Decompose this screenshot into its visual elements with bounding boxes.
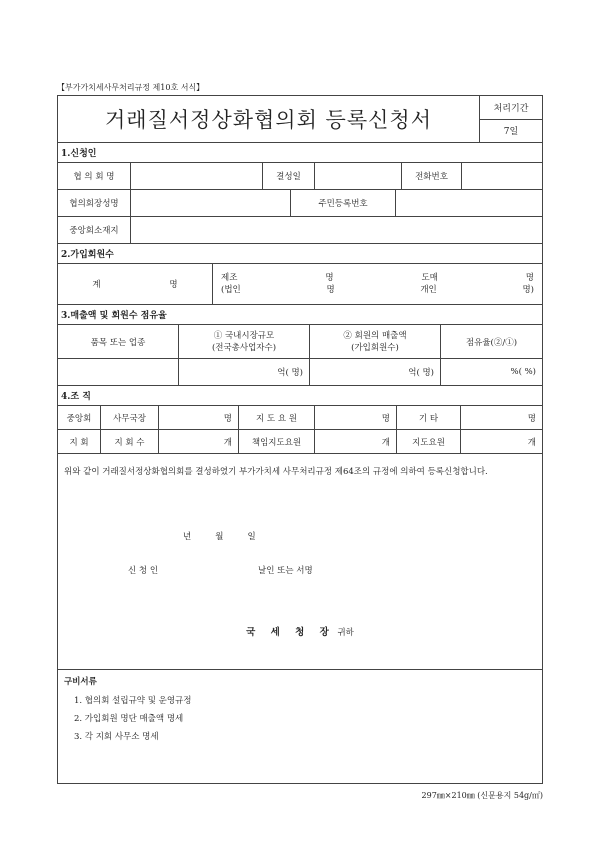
section3-header xyxy=(58,325,542,359)
title-row xyxy=(58,96,542,143)
responsible-field[interactable]: 개 xyxy=(315,430,397,453)
corporate-label: (법인 xyxy=(221,285,241,295)
section3-value-row xyxy=(58,359,542,386)
item-field[interactable] xyxy=(58,359,179,385)
processing-period-label: 처리기간 xyxy=(480,96,542,120)
label-established: 결성일 xyxy=(263,163,315,189)
day-label: 일 xyxy=(247,532,256,542)
guidance2-field[interactable]: 개 xyxy=(527,437,536,448)
other-field[interactable]: 명 xyxy=(527,413,536,424)
established-field[interactable] xyxy=(315,163,402,189)
section4-row1 xyxy=(58,406,542,430)
member-sales-line1: ② 회원의 매출액 xyxy=(343,330,407,341)
wholesale-label: 도매 xyxy=(421,273,438,283)
label-member-sales xyxy=(310,325,441,358)
form-title: 거래질서정상화협의회 등록신청서 xyxy=(58,96,480,142)
signature-field[interactable]: 날인 또는 서명 xyxy=(258,566,313,576)
individual-unit: 명) xyxy=(522,285,534,295)
regulation-ref: 【부가가치세사무처리규정 제10호 서식】 xyxy=(57,83,205,92)
year-label: 년 xyxy=(183,532,192,542)
label-resident-no: 주민등록번호 xyxy=(291,190,396,216)
manufacture-label: 제조 xyxy=(221,273,238,283)
section1-title: 1.신청인 xyxy=(58,143,542,163)
label-guidance2: 지도요원 xyxy=(397,430,461,453)
section1-row2 xyxy=(58,190,542,217)
label-domestic-market xyxy=(179,325,310,358)
document-item-3: 3. 각 지회 사무소 명세 xyxy=(74,732,159,742)
label-branch-count: 지 회 수 xyxy=(101,430,159,453)
member-total xyxy=(58,264,213,304)
total-unit: 명 xyxy=(169,280,178,290)
documents-title: 구비서류 xyxy=(64,677,97,687)
form-frame xyxy=(57,95,543,784)
guidance-field[interactable]: 명 xyxy=(315,406,397,429)
label-secretary: 사무국장 xyxy=(101,406,159,429)
paper-spec: 297㎜×210㎜ (신문용지 54g/㎡) xyxy=(421,791,543,800)
required-documents xyxy=(58,670,542,783)
manufacture-unit: 명 xyxy=(325,273,334,283)
member-sales-field[interactable]: 억( 명) xyxy=(310,359,441,385)
resident-no-field[interactable] xyxy=(396,190,542,216)
label-other: 기 타 xyxy=(397,406,461,429)
section2-title: 2.가입회원수 xyxy=(58,244,542,264)
secretary-field[interactable]: 명 xyxy=(159,406,239,429)
breakdown-line2 xyxy=(221,284,534,296)
section2-row xyxy=(58,264,542,305)
label-responsible: 책임지도요원 xyxy=(239,430,315,453)
association-name-field[interactable] xyxy=(131,163,263,189)
breakdown-line1 xyxy=(221,272,534,284)
section4-row2 xyxy=(58,430,542,454)
month-label: 월 xyxy=(215,532,224,542)
applicant-label: 신 청 인 xyxy=(128,566,159,576)
label-association-name: 협 의 회 명 xyxy=(58,163,131,189)
section3-title: 3.매출액 및 회원수 점유율 xyxy=(58,305,542,325)
label-guidance: 지 도 요 원 xyxy=(239,406,315,429)
corporate-unit: 명 xyxy=(326,285,335,295)
document-item-2: 2. 가입회원 명단 매출액 명세 xyxy=(74,714,184,724)
date-line xyxy=(183,530,256,542)
statement-block xyxy=(58,454,542,670)
branch-count-field[interactable]: 개 xyxy=(159,430,239,453)
domestic-market-field[interactable]: 억( 명) xyxy=(179,359,310,385)
addressee xyxy=(58,624,542,638)
label-branch: 지 회 xyxy=(58,430,101,453)
label-central-office: 중앙회소재지 xyxy=(58,217,131,243)
section1-row3 xyxy=(58,217,542,244)
document-item-1: 1. 협의회 설립규약 및 운영규정 xyxy=(74,696,192,706)
domestic-market-line2: (전국총사업자수) xyxy=(211,342,277,353)
individual-label: 개인 xyxy=(420,285,437,295)
statement-text: 위와 같이 거래질서정상화협의회를 결성하였기 부가가치세 사무처리규정 제64조의 규정에 의하여 등록신청합니다. xyxy=(64,467,488,477)
total-label: 계 xyxy=(92,280,101,290)
wholesale-unit: 명 xyxy=(525,273,534,283)
label-chair-name: 협의회장성명 xyxy=(58,190,131,216)
label-item: 품목 또는 업종 xyxy=(58,325,179,358)
label-phone: 전화번호 xyxy=(402,163,462,189)
member-sales-line2: (가입회원수) xyxy=(351,342,399,353)
addressee-name: 국 세 청 장 xyxy=(246,627,335,638)
processing-period-value: 7일 xyxy=(503,127,519,138)
domestic-market-line1: ① 국내시장규모 xyxy=(213,330,275,341)
label-share: 점유율(②/①) xyxy=(465,337,518,348)
processing-period xyxy=(480,96,542,142)
share-field[interactable]: %( %) xyxy=(510,367,536,377)
phone-field[interactable] xyxy=(462,163,542,189)
application-form xyxy=(57,82,543,801)
chair-name-field[interactable] xyxy=(131,190,291,216)
central-office-field[interactable] xyxy=(131,217,542,243)
honorific: 귀하 xyxy=(337,628,354,638)
section4-title: 4.조 직 xyxy=(58,386,542,406)
label-central: 중앙회 xyxy=(58,406,101,429)
section1-row1 xyxy=(58,163,542,190)
member-breakdown xyxy=(213,264,542,304)
